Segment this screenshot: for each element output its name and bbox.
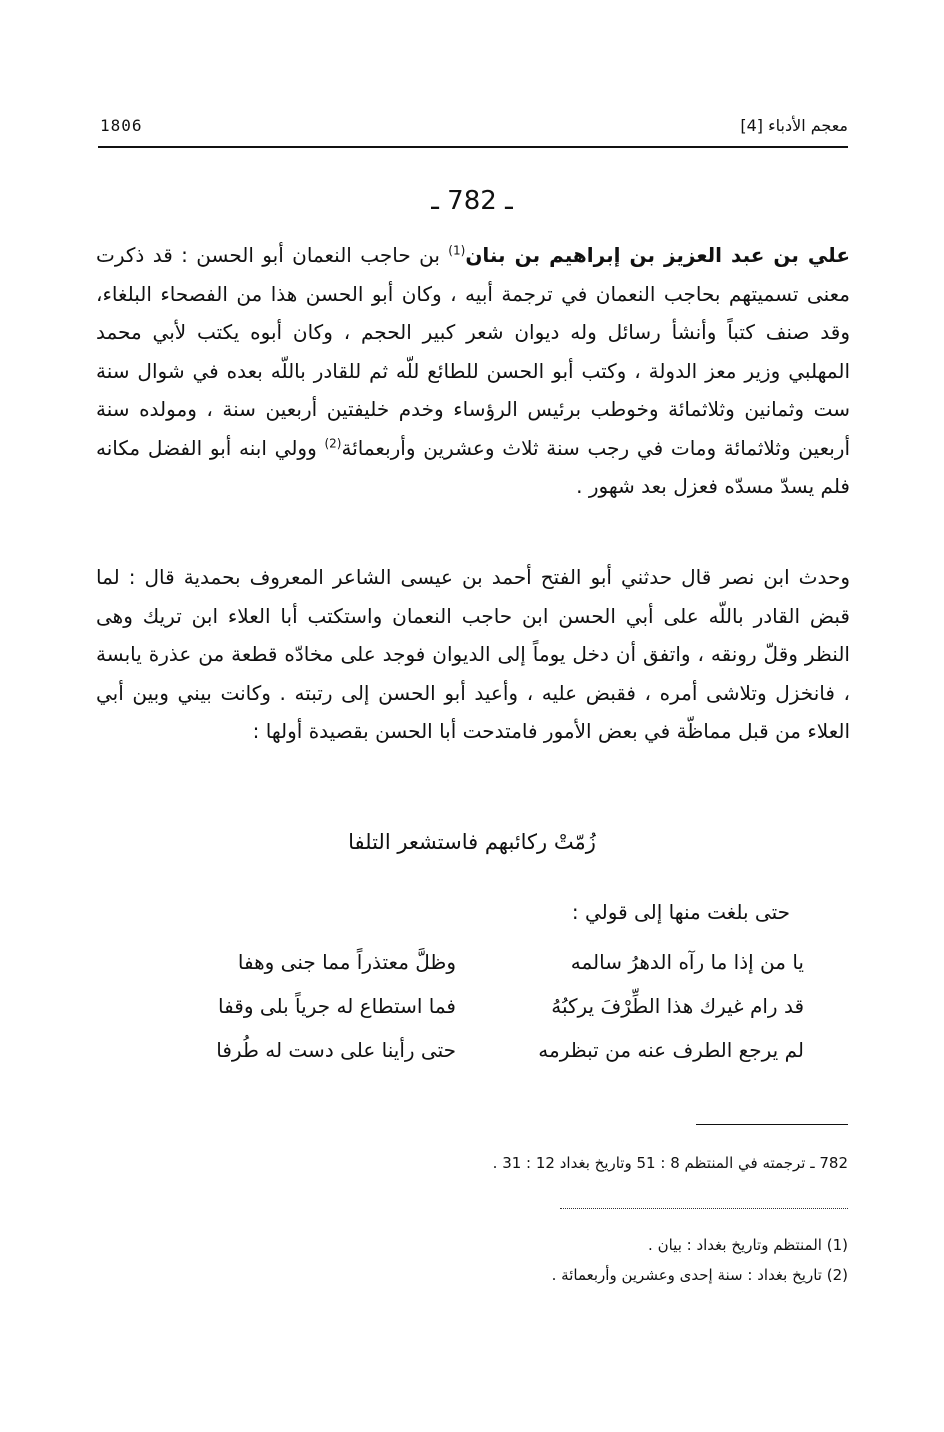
footnote-1: (1) المنتظم وتاريخ بغداد : بيان . [648, 1236, 848, 1254]
poem-transition: حتى بلغت منها إلى قولي : [571, 900, 790, 924]
running-head [100, 116, 848, 140]
footnote-ref-1: (1) [448, 243, 466, 258]
verse-second-hemistich: فما استطاع له جرياً بلى وقفا [218, 994, 456, 1018]
source-footnote: 782 ـ ترجمته في المنتظم 8 : 51 وتاريخ بغداد 12 : 31 . [492, 1154, 848, 1172]
verse-second-hemistich: حتى رأينا على دست له طُرفا [216, 1038, 456, 1062]
book-title: معجم الأدباء [4] [740, 116, 848, 135]
biography-ending: وولي ابنه أبو الفضل مكانه فلم يسدّ مسدّه فعزل بعد شهور . [96, 435, 850, 498]
footnote-rule [696, 1124, 848, 1125]
verse-row [0, 950, 944, 990]
footnote-2: (2) تاريخ بغداد : سنة إحدى وعشرين وأربعمائة . [551, 1266, 848, 1284]
verse-second-hemistich: وظلَّ معتذراً مما جنى وهفا [237, 950, 456, 974]
biography-text: بن حاجب النعمان أبو الحسن : قد ذكرت معنى تسميتهم بحاجب النعمان في ترجمة أبيه ، وكان أبو الحسن هذا من الفصحاء البلغاء، وقد صنف كتباً وأنشأ رسائل وله ديوان شعر كبير الحجم ، وكان أبوه يكتب لأبي محمد المهلبي وزير معز الدولة ، وكتب أبو الحسن للطائع للّه ثم للقادر باللّه بعده في شوال سنة ست وثمانين وثلاثمائة وخوطب برئيس الرؤساء وخدم خليفتين أربعين سنة ، ومولده سنة أربعين وثلاثمائة ومات في رجب سنة ثلاث وعشرين وأربعمائة [96, 243, 850, 460]
footnote-ref-2: (2) [324, 435, 342, 450]
anecdote-paragraph: وحدث ابن نصر قال حدثني أبو الفتح أحمد بن عيسى الشاعر المعروف بحمدية قال : لما قبض القادر باللّه على أبي الحسن ابن حاجب النعمان واستكتب أبا العلاء ابن تريك وهى النظر وقلّ رونقه ، واتفق أن دخل يوماً إلى الديوان فوجد على مخادّه قطعة من عذرة يابسة ، فانخزل وتلاشى أمره ، فقبض عليه ، وأعيد أبو الحسن إلى رتبته . وكانت بيني وبين أبي العلاء من قبل مماظّة في بعض الأمور فامتدحت أبا الحسن بقصيدة أولها : [96, 565, 850, 743]
page-number: 1806 [100, 116, 143, 135]
footnote-dotted-separator [560, 1208, 848, 1209]
verse-row [0, 1038, 944, 1078]
poem-opening-line: زُمّتْ ركائبهم فاستشعر التلفا [348, 830, 596, 854]
verse-first-hemistich: قد رام غيرك هذا الطِّرْفَ يركبُهُ [551, 994, 804, 1018]
header-rule [98, 146, 848, 148]
subject-name: علي بن عبد العزيز بن إبراهيم بن بنان [465, 243, 850, 267]
entry-number: ـ 782 ـ [431, 186, 513, 216]
verse-first-hemistich: يا من إذا ما رآه الدهرُ سالمه [570, 950, 804, 974]
verse-row [0, 994, 944, 1034]
biography-paragraph [96, 236, 850, 506]
verse-first-hemistich: لم يرجع الطرف عنه من تبظرمه [538, 1038, 804, 1062]
